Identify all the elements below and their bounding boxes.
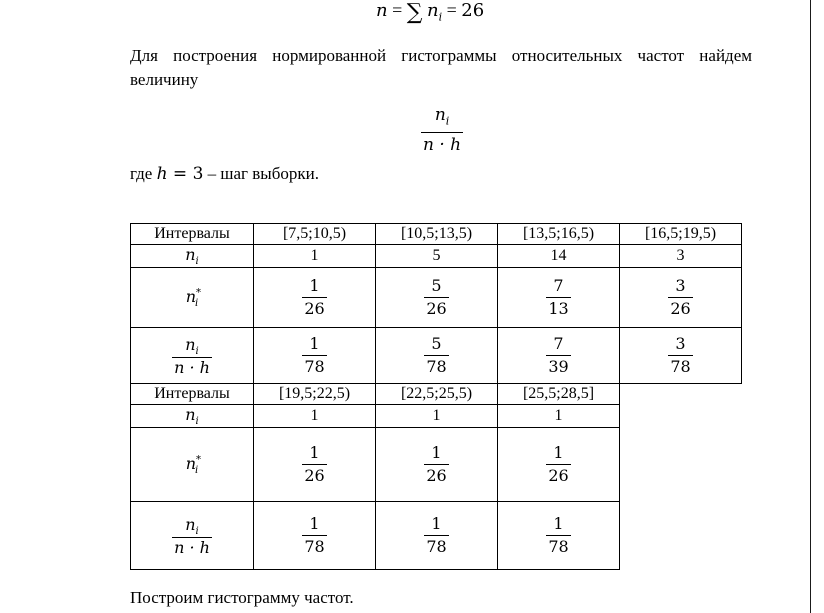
relative-frequency-cell: $\frac{1}{26}$	[254, 268, 376, 328]
table-row	[131, 502, 620, 570]
ni-label: $n_i$	[131, 245, 254, 268]
table-row	[131, 384, 620, 405]
density-cell: $\frac{1}{78}$	[254, 502, 376, 570]
formula-ni-sub: i	[438, 10, 443, 24]
frequency-table-1	[130, 223, 742, 384]
table-row	[131, 405, 620, 428]
relative-frequency-cell: $\frac{1}{26}$	[498, 428, 620, 502]
table-row	[131, 224, 742, 245]
table-row	[131, 268, 742, 328]
table-row	[131, 245, 742, 268]
ni-cell: 1	[254, 405, 376, 428]
relative-frequency-cell: $\frac{1}{26}$	[254, 428, 376, 502]
formula-ni: n	[426, 0, 439, 21]
relative-frequency-cell: $\frac{3}{26}$	[620, 268, 742, 328]
relative-frequency-cell: $\frac{7}{13}$	[498, 268, 620, 328]
page-right-border	[810, 0, 811, 613]
density-cell: $\frac{3}{78}$	[620, 328, 742, 384]
header-label: Интервалы	[131, 224, 254, 245]
formula-total: 26	[461, 0, 485, 21]
density-cell: $\frac{7}{39}$	[498, 328, 620, 384]
frequency-table-2	[130, 383, 620, 570]
step-note: где h = 3 – шаг выборки.	[130, 164, 319, 184]
density-fraction	[421, 104, 463, 157]
step-var: h	[156, 164, 168, 184]
density-cell: $\frac{1}{78}$	[376, 502, 498, 570]
ni-star-label: $n^*_i$	[131, 268, 254, 328]
interval-cell: [10,5;13,5)	[376, 224, 498, 245]
interval-cell: [13,5;16,5)	[498, 224, 620, 245]
density-label: $\frac{n_i}{n \cdot h}$	[131, 328, 254, 384]
header-label: Интервалы	[131, 384, 254, 405]
formula-eq: =	[392, 0, 403, 20]
table-row	[131, 428, 620, 502]
ni-cell: 14	[498, 245, 620, 268]
footer-text: Построим гистограмму частот.	[130, 588, 354, 607]
density-cell: $\frac{5}{78}$	[376, 328, 498, 384]
formula-eq-2: =	[446, 0, 457, 20]
total-frequency-formula	[376, 0, 484, 25]
ni-cell: 3	[620, 245, 742, 268]
table-row	[131, 328, 742, 384]
ni-cell: 1	[376, 405, 498, 428]
density-label: $\frac{n_i}{n \cdot h}$	[131, 502, 254, 570]
interval-cell: [7,5;10,5)	[254, 224, 376, 245]
ni-cell: 1	[498, 405, 620, 428]
density-cell: $\frac{1}{78}$	[254, 328, 376, 384]
density-cell: $\frac{1}{78}$	[498, 502, 620, 570]
interval-cell: [25,5;28,5]	[498, 384, 620, 405]
fraction-numerator: $n_i$	[434, 105, 450, 128]
ni-label: $n_i$	[131, 405, 254, 428]
relative-frequency-cell: $\frac{5}{26}$	[376, 268, 498, 328]
formula-n: n	[376, 0, 388, 21]
ni-cell: 1	[254, 245, 376, 268]
ni-star-label: $n^*_i$	[131, 428, 254, 502]
fraction-denominator: n · h	[423, 135, 462, 156]
ni-cell: 5	[376, 245, 498, 268]
relative-frequency-cell: $\frac{1}{26}$	[376, 428, 498, 502]
sum-symbol: ∑	[406, 0, 423, 25]
interval-cell: [22,5;25,5)	[376, 384, 498, 405]
interval-cell: [19,5;22,5)	[254, 384, 376, 405]
intro-paragraph: Для построения нормированной гистограммы относительных частот найдем величину	[130, 46, 752, 89]
interval-cell: [16,5;19,5)	[620, 224, 742, 245]
